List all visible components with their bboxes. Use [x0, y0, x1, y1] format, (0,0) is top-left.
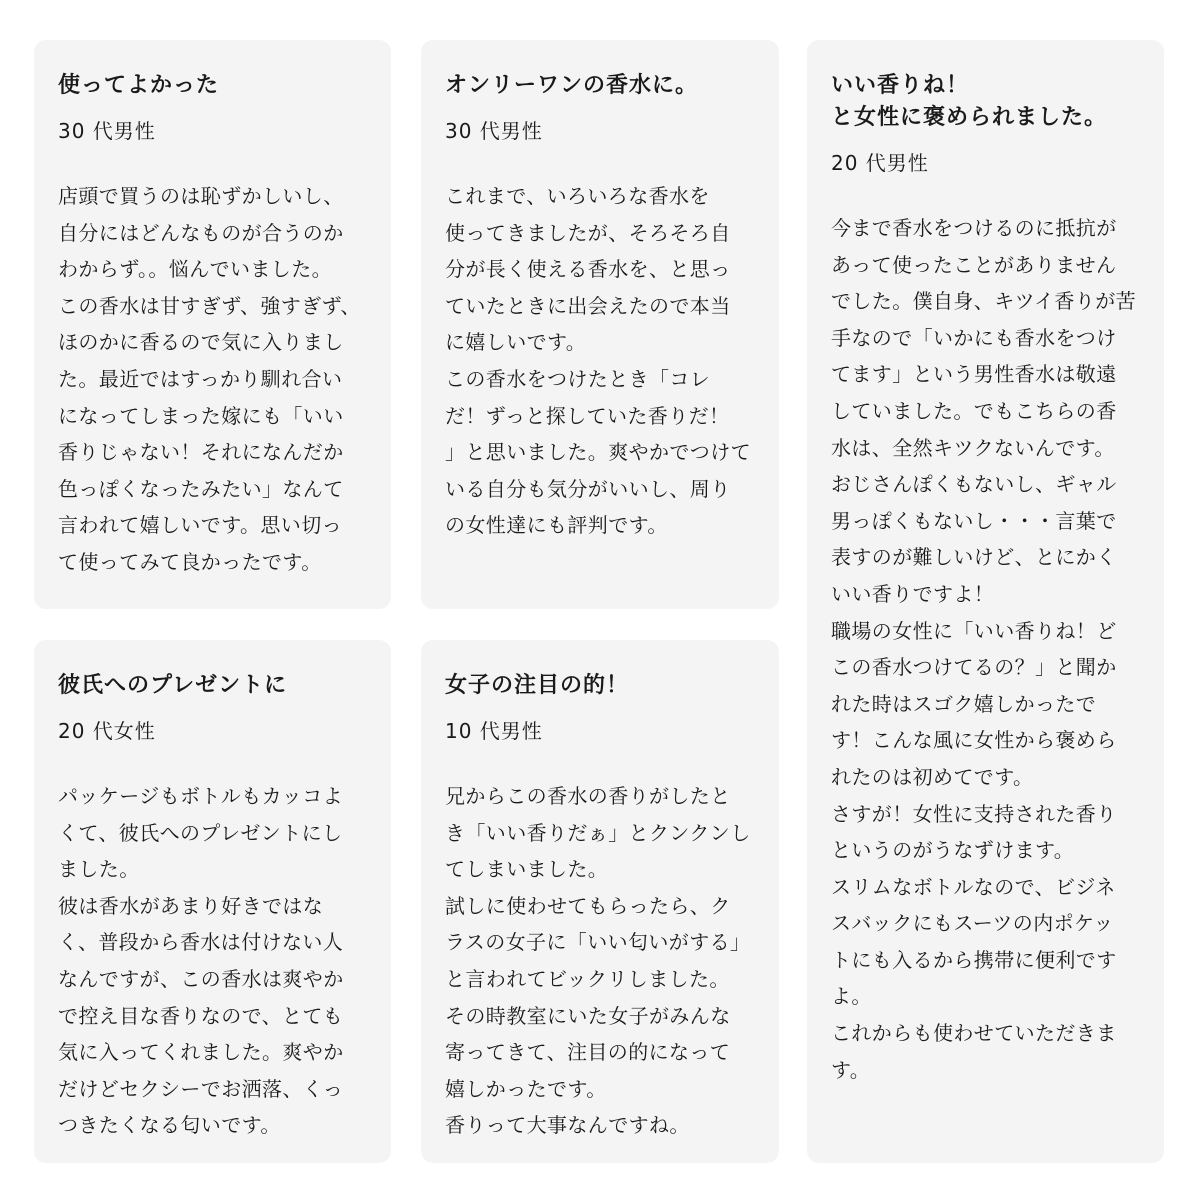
review-title: 彼氏へのプレゼントに — [58, 673, 288, 698]
review-author: 20 代男性 — [831, 151, 929, 175]
review-content — [831, 70, 1152, 1088]
review-content — [58, 670, 379, 1144]
review-card — [34, 40, 391, 609]
review-author: 30 代男性 — [445, 119, 543, 143]
review-card — [807, 40, 1164, 1163]
review-author: 30 代男性 — [58, 119, 156, 143]
review-text: 今まで香水をつけるのに抵抗が あって使ったことがありません でした。僕自身、キツイ香りが苦 手なので「いかにも香水をつけ てます」という男性香水は敬遠 していました。でもこちらの香 水は、全然キツクないんです。 おじさんぽくもないし、ギャル 男っぽくもないし・・・言葉で 表すのが難しいけど、とにかく いい香りですよ！ 職場の女性に「いい香りね！ど この香水つけてるの？」と聞か れた時はスゴク嬉しかったで す！こんな風に女性から褒めら れたのは初めてです。 さすが！女性に支持された香り というのがうなずけます。 スリムなボトルなので、ビジネ スバックにもスーツの内ポケッ トにも入るから携帯に便利です よ。 これからも使わせていただきま す。 — [831, 216, 1136, 1082]
review-title: いい香りね！ と女性に褒められました。 — [831, 73, 1108, 130]
review-card — [34, 640, 391, 1163]
review-content — [445, 670, 767, 1144]
review-text: これまで、いろいろな香水を 使ってきましたが、そろそろ自 分が長く使える香水を、と思っ ていたときに出会えたので本当 に嬉しいです。 この香水をつけたとき「コレ だ！ずっと探していた香りだ！ 」と思いました。爽やかでつけて いる自分も気分がいいし、周り の女性達にも評判です。 — [445, 184, 751, 538]
review-content — [445, 70, 767, 544]
review-content — [58, 70, 379, 581]
review-text: 兄からこの香水の香りがしたと き「いい香りだぁ」とクンクンし てしまいました。 試しに使わせてもらったら、ク ラスの女子に「いい匂いがする」 と言われてビックリしました。 その時教室にいた女子がみんな 寄ってきて、注目の的になって 嬉しかったです。 香りって大事なんですね。 — [445, 784, 751, 1138]
review-card — [421, 640, 779, 1163]
review-title: オンリーワンの香水に。 — [445, 73, 699, 98]
review-title: 使ってよかった — [58, 73, 220, 98]
review-card — [421, 40, 779, 609]
review-text: パッケージもボトルもカッコよ くて、彼氏へのプレゼントにし ました。 彼は香水があまり好きではな く、普段から香水は付けない人 なんですが、この香水は爽やか で控え目な香りなので、とても 気に入ってくれました。爽やか だけどセクシーでお洒落、くっ つきたくなる匂いです。 — [58, 784, 344, 1138]
review-text: 店頭で買うのは恥ずかしいし、 自分にはどんなものが合うのか わからず。。悩んでいました。 この香水は甘すぎず、強すぎず、 ほのかに香るので気に入りまし た。最近ではすっかり馴れ合い になってしまった嫁にも「いい 香りじゃない！それになんだか 色っぽくなったみたい」なんて 言われて嬉しいです。思い切っ て使ってみて良かったです。 — [58, 184, 361, 574]
review-title: 女子の注目の的！ — [445, 673, 630, 698]
review-author: 10 代男性 — [445, 719, 543, 743]
review-author: 20 代女性 — [58, 719, 156, 743]
